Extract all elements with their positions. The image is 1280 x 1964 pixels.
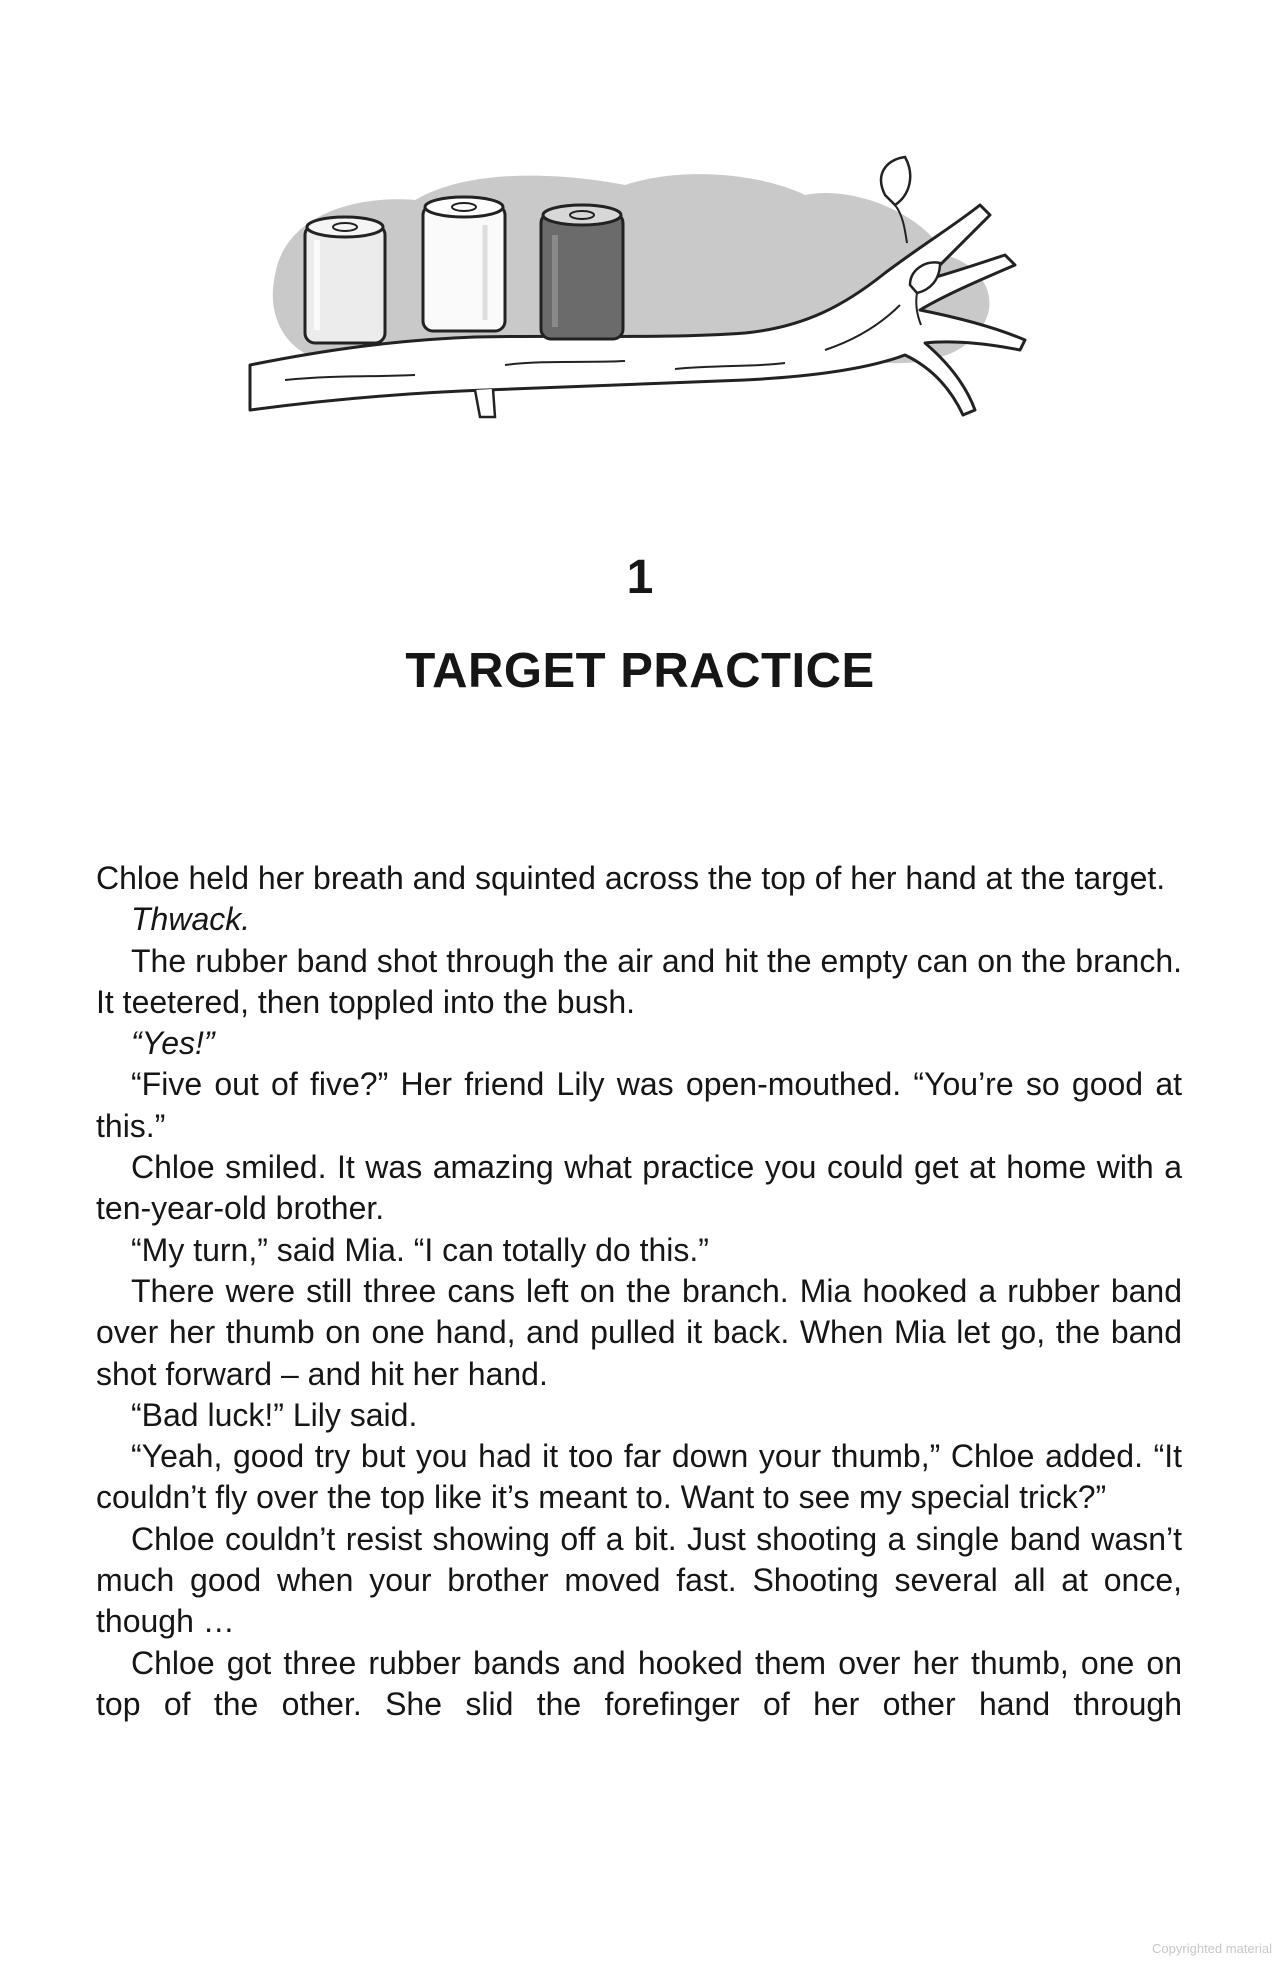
chapter-title: TARGET PRACTICE (405, 644, 875, 698)
dark-can (541, 205, 623, 339)
leaf-top (881, 157, 910, 205)
paragraph: Chloe couldn’t resist showing off a bit. Just shooting a single band wasn’t much good when your brother moved fast. Shooting several all at once, though … (96, 1520, 1182, 1640)
paragraph: “Five out of five?” Her friend Lily was open-mouthed. “You’re so good at this.” (96, 1066, 1182, 1144)
paragraph: “Yes!” (131, 1025, 215, 1062)
paragraph: “Yeah, good try but you had it too far down your thumb,” Chloe added. “It couldn’t fly over the top like it’s meant to. Want to see my special trick?” (96, 1438, 1182, 1516)
paragraph: The rubber band shot through the air and hit the empty can on the branch. It teetered, then toppled into the bush. (96, 942, 1182, 1020)
chapter-number: 1 (626, 551, 654, 604)
chapter-body (96, 858, 1182, 1725)
cans-on-branch-illustration (245, 155, 1045, 525)
copyright-watermark: Copyrighted material (1152, 1941, 1272, 1956)
paragraph: “Bad luck!” Lily said. (131, 1396, 418, 1433)
paragraph: Chloe held her breath and squinted across the top of her hand at the target. (96, 860, 1166, 896)
light-can (305, 217, 385, 343)
white-can (423, 197, 505, 331)
paragraph: There were still three cans left on the branch. Mia hooked a rubber band over her thumb on one hand, and pulled it back. When Mia let go, the band shot forward – and hit her hand. (96, 1272, 1182, 1392)
paragraph: Thwack. (131, 901, 251, 938)
paragraph: Chloe smiled. It was amazing what practice you could get at home with a ten-year-old brother. (96, 1149, 1182, 1227)
paragraph: Chloe got three rubber bands and hooked them over her thumb, one on top of the other. She slid the forefinger of her other hand through (96, 1644, 1182, 1722)
paragraph: “My turn,” said Mia. “I can totally do this.” (131, 1231, 709, 1268)
